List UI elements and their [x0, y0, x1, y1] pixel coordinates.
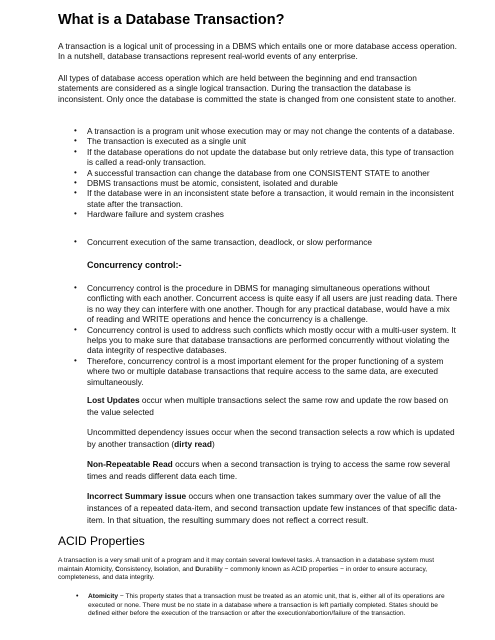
concurrent-bullet-list	[58, 237, 458, 247]
non-repeatable-read-term: Non-Repeatable Read	[87, 459, 173, 469]
atomicity-term: Atomicity	[88, 593, 119, 600]
dirty-read-term: dirty read	[174, 439, 212, 450]
list-item: • If the database operations do not update the database but only retrieve data, this type of transaction is called a read-only transaction.	[58, 147, 458, 168]
lost-updates-term: Lost Updates	[87, 395, 140, 405]
list-item: • A transaction is a program unit whose execution may or may not change the contents of a database.	[58, 126, 458, 136]
list-item: • The transaction is executed as a single unit	[58, 136, 458, 146]
list-item: • Concurrent execution of the same transaction, deadlock, or slow performance	[58, 237, 458, 247]
incorrect-summary-paragraph: Incorrect Summary issue occurs when one transaction takes summary over the value of all the instances of a repeated data-item, and second transaction update few instances of that specific data-item. In that situation, the resulting summary does not reflect a correct result.	[87, 491, 458, 526]
atomicity-item: • Atomicity − This property states that a transaction must be treated as an atomic unit, that is, either all of its operations are executed or none. There must be no state in a database where a transaction is left partially completed. States should be defined either before the execution of the transaction or after the execution/abortion/failure of the transaction.	[58, 593, 458, 619]
page-title: What is a Database Transaction?	[58, 12, 285, 28]
lost-updates-paragraph: Lost Updates occur when multiple transactions select the same row and update the row based on the value selected	[87, 395, 449, 418]
acid-properties-heading: ACID Properties	[58, 534, 145, 548]
list-item: • If the database were in an inconsistent state before a transaction, it would remain in the inconsistent state after the transaction.	[58, 188, 458, 209]
acid-bullet-list	[58, 593, 458, 619]
concurrency-control-heading: Concurrency control:-	[87, 260, 182, 270]
list-item: • A successful transaction can change the database from one CONSISTENT STATE to another	[58, 168, 458, 178]
acid-intro-paragraph: A transaction is a very small unit of a program and it may contain several lowlevel tasks. A transaction in a database system must maintain Atomicity, Consistency, Isolation, and Durability − commonly known as ACID properties − in order to ensure accuracy, completeness, and data integrity.	[58, 557, 435, 582]
transaction-bullet-list	[58, 126, 458, 220]
incorrect-summary-term: Incorrect Summary issue	[87, 491, 187, 501]
concurrency-bullet-list	[58, 283, 458, 387]
intro-paragraph-1: A transaction is a logical unit of processing in a DBMS which entails one or more database access operation. In a nutshell, database transactions represent real-world events of any enterprise.	[58, 41, 457, 62]
list-item: • Hardware failure and system crashes	[58, 209, 458, 219]
list-item: • DBMS transactions must be atomic, consistent, isolated and durable	[58, 178, 458, 188]
list-item: • Concurrency control is the procedure in DBMS for managing simultaneous operations without conflicting with each another. Concurrent access is quite easy if all users are just reading data. There is no way they can interfere with one another. Though for any practical database, would have a mix of reading and WRITE operations and hence the concurrency is a challenge.	[58, 283, 458, 325]
list-item: • Concurrency control is used to address such conflicts which mostly occur with a multi-user system. It helps you to make sure that database transactions are performed concurrently without violating the data integrity of respective databases.	[58, 325, 458, 356]
non-repeatable-read-paragraph: Non-Repeatable Read occurs when a second transaction is trying to access the same row several times and reads different data each time.	[87, 459, 450, 482]
intro-paragraph-2: All types of database access operation which are held between the beginning and end transaction statements are considered as a single logical transaction. During the transaction the database is inconsistent. Only once the database is committed the state is changed from one consistent state to another.	[58, 73, 457, 104]
list-item: • Therefore, concurrency control is a most important element for the proper functioning of a system where two or multiple database transactions that require access to the same data, are executed simultaneously.	[58, 356, 458, 387]
uncommitted-dependency-paragraph: Uncommitted dependency issues occur when the second transaction selects a row which is updated by another transaction (dirty read)	[87, 427, 455, 450]
